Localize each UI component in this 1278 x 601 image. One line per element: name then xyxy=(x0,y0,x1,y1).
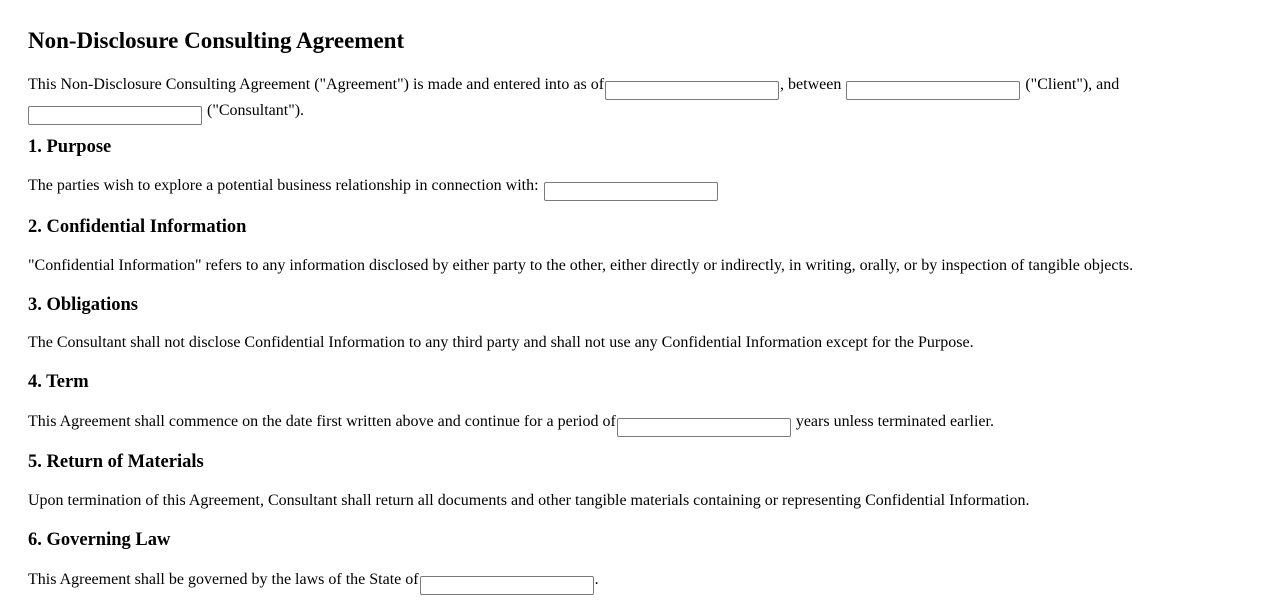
governing-law-text-before: This Agreement shall be governed by the laws of the State of xyxy=(28,571,419,588)
page-title: Non-Disclosure Consulting Agreement xyxy=(28,28,405,53)
section-text-obligations: The Consultant shall not disclose Confidential Information to any third party and shall not use any Confidential Information except for the Purpose. xyxy=(28,334,974,351)
intro-text-3: ("Client"), and xyxy=(1025,76,1120,93)
section-heading-purpose: 1. Purpose xyxy=(28,137,112,157)
section-heading-confidential-information: 2. Confidential Information xyxy=(28,217,247,237)
governing-law-text-after: . xyxy=(594,571,599,588)
section-heading-term: 4. Term xyxy=(28,372,89,392)
section-text-confidential-information: "Confidential Information" refers to any information disclosed by either party to the other, either directly or indirectly, in writing, orally, or by inspection of tangible objects. xyxy=(28,257,1134,274)
purpose-field[interactable] xyxy=(544,182,718,201)
agreement-date-field[interactable] xyxy=(605,81,779,100)
intro-text-2: , between xyxy=(780,76,842,93)
term-years-field[interactable] xyxy=(617,418,791,437)
section-text-return-of-materials: Upon termination of this Agreement, Consultant shall return all documents and other tangible materials containing or representing Confidential Information. xyxy=(28,492,1030,509)
section-heading-governing-law: 6. Governing Law xyxy=(28,530,171,550)
purpose-text: The parties wish to explore a potential business relationship in connection with: xyxy=(28,177,539,194)
term-text-before: This Agreement shall commence on the date first written above and continue for a period of xyxy=(28,413,616,430)
section-heading-return-of-materials: 5. Return of Materials xyxy=(28,452,204,472)
consultant-name-field[interactable] xyxy=(28,106,202,125)
intro-text-4: ("Consultant"). xyxy=(207,101,305,119)
section-text-purpose xyxy=(28,175,719,201)
section-text-term xyxy=(28,411,994,437)
state-field[interactable] xyxy=(420,576,594,595)
section-text-governing-law xyxy=(28,569,599,595)
section-heading-obligations: 3. Obligations xyxy=(28,295,138,315)
term-text-after: years unless terminated earlier. xyxy=(795,413,994,430)
client-name-field[interactable] xyxy=(846,81,1020,100)
intro-text-1: This Non-Disclosure Consulting Agreement ("Agreement") is made and entered into as of xyxy=(28,76,605,93)
intro-paragraph xyxy=(28,74,1119,125)
